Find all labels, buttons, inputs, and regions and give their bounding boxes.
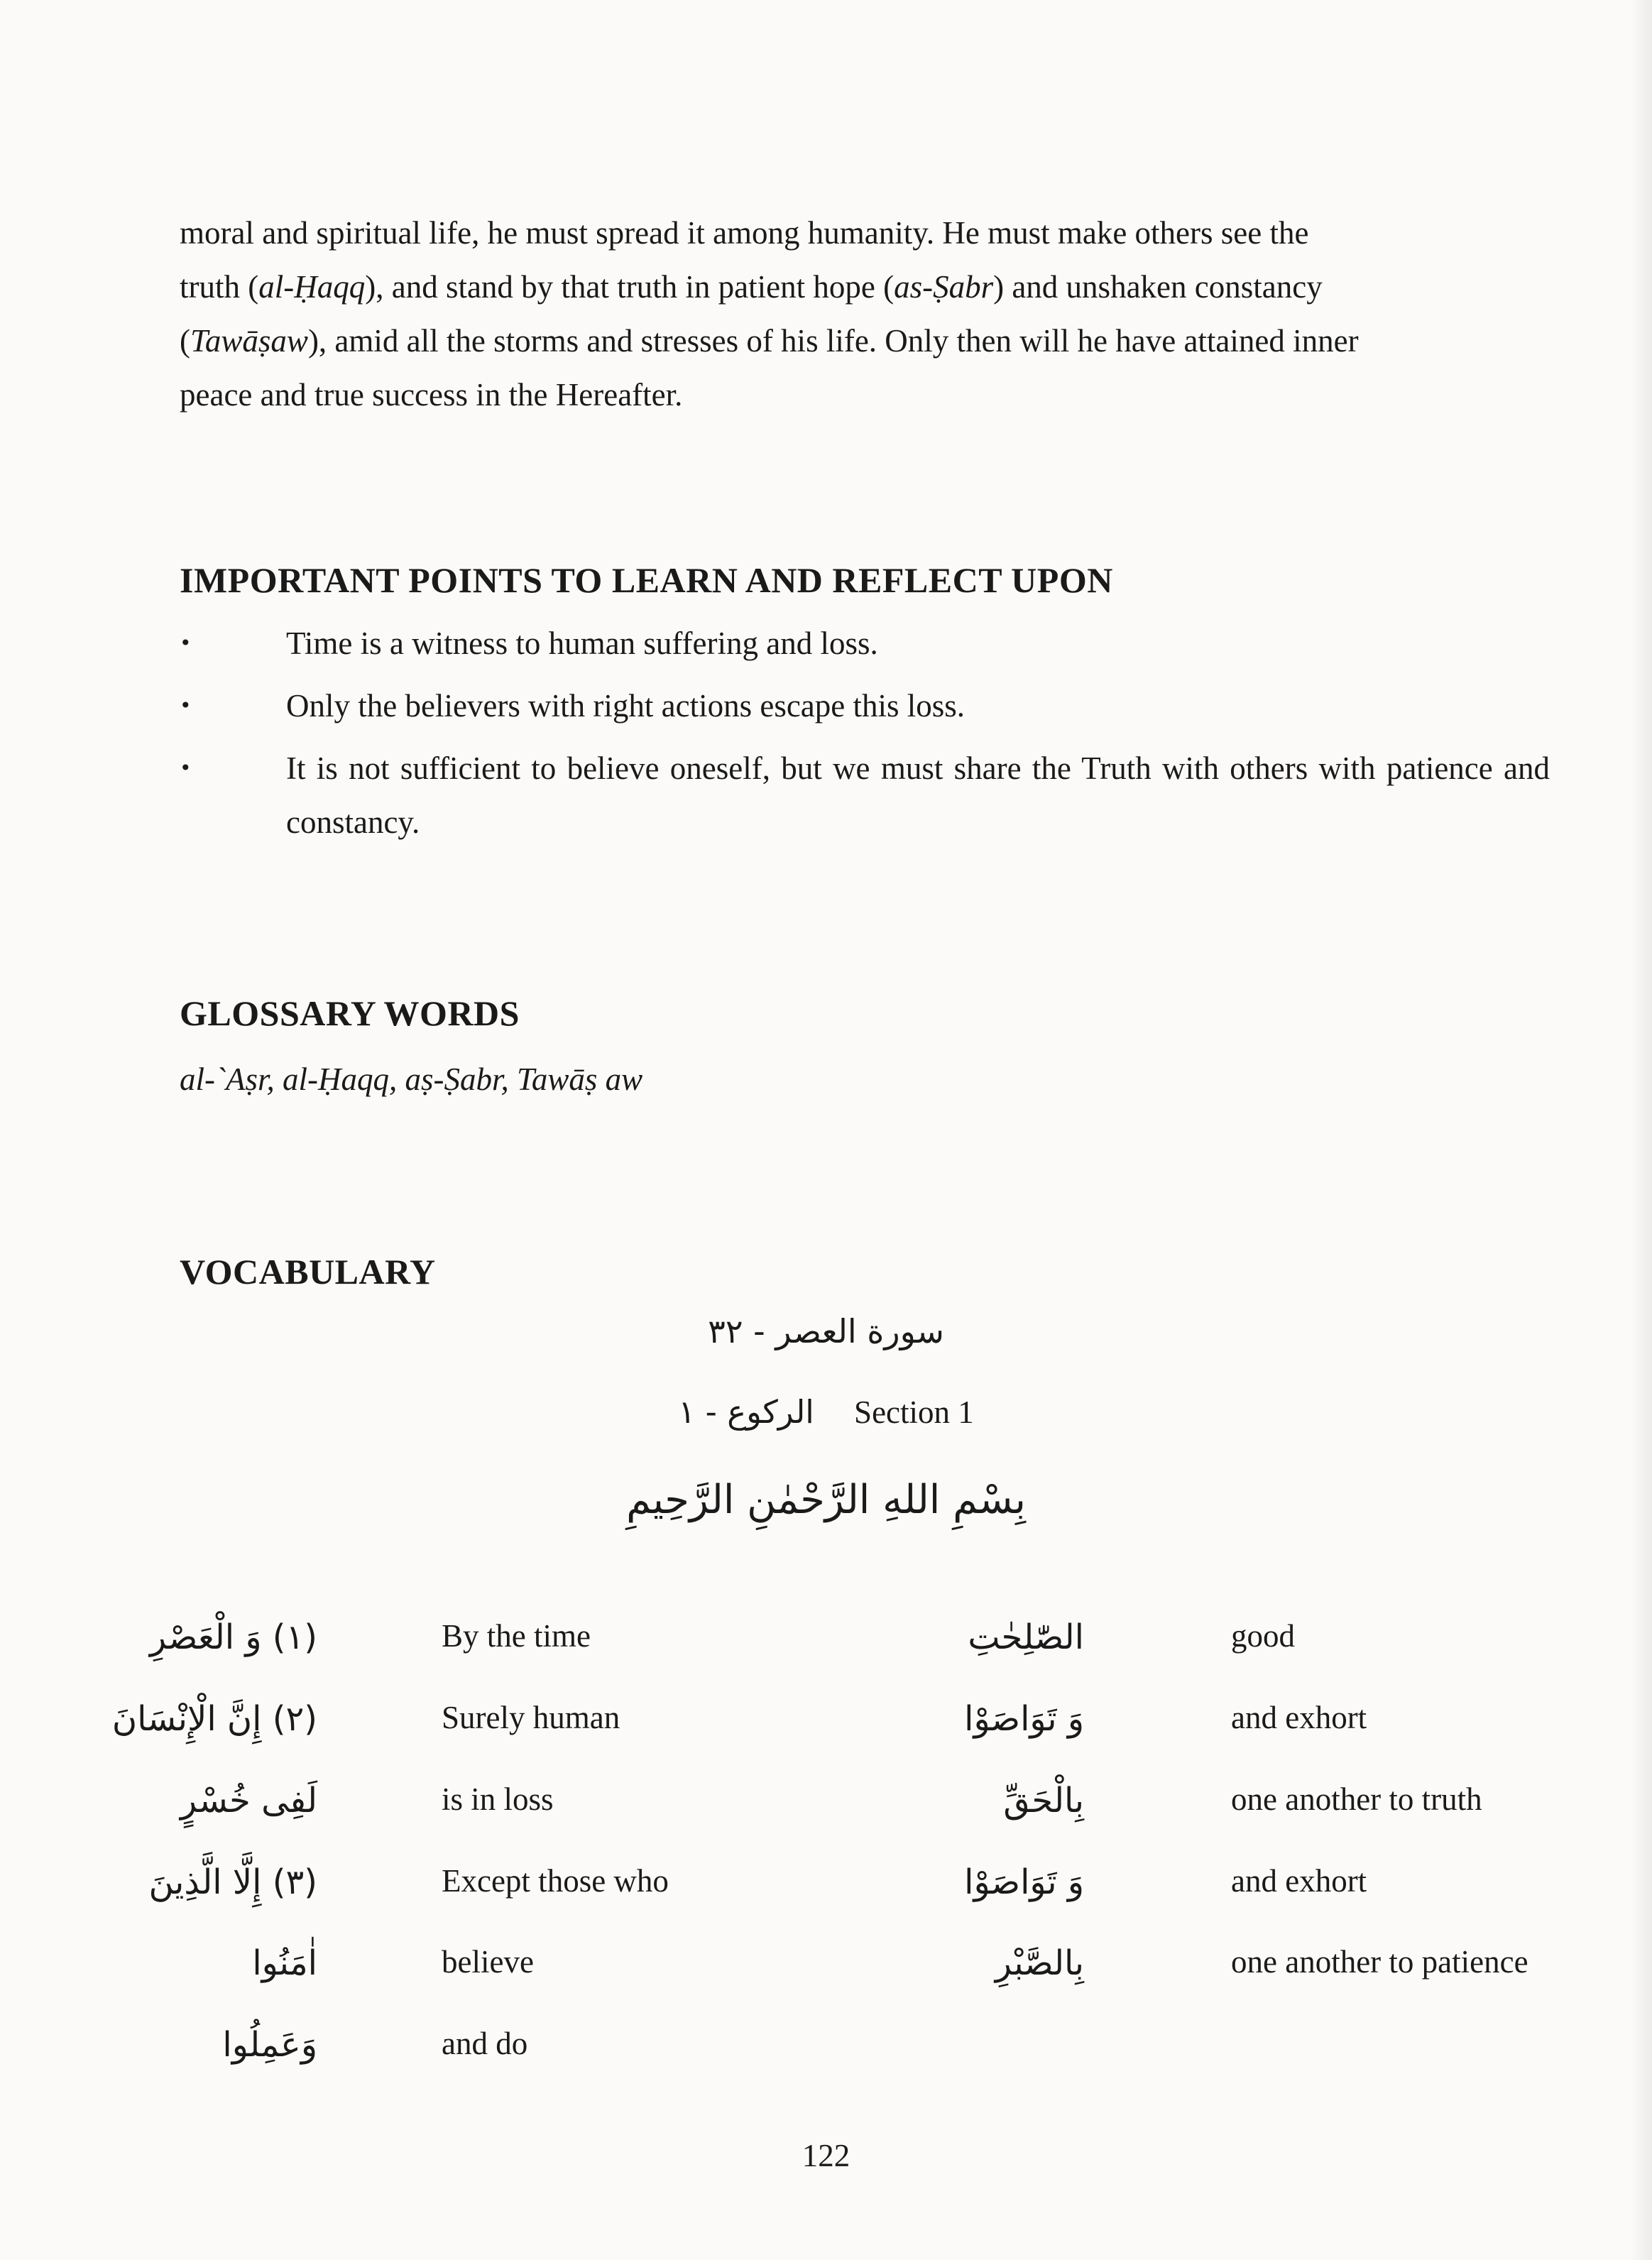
english-meaning: one another to truth — [1231, 1781, 1482, 1817]
table-row — [0, 1617, 1652, 1688]
important-points-list — [180, 616, 1550, 849]
bullet-icon: • — [180, 694, 192, 717]
arabic-word: لَفِى خُسْرٍ — [180, 1781, 317, 1820]
intro-line-4: peace and true success in the Hereafter. — [180, 377, 683, 413]
english-meaning: and exhort — [1231, 1700, 1367, 1735]
term-tawasaw: Tawāṣaw — [190, 323, 308, 359]
english-meaning: and exhort — [1231, 1863, 1367, 1899]
bismillah: بِسْمِ اللهِ الرَّحْمٰنِ الرَّحِيمِ — [626, 1477, 1026, 1523]
bullet-icon: • — [180, 631, 192, 655]
page-number: 122 — [802, 2138, 850, 2173]
term-as-sabr: as-Ṣabr — [894, 269, 994, 305]
glossary-heading: GLOSSARY WORDS — [180, 993, 520, 1033]
arabic-word: (٣) إِلَّا الَّذِينَ — [148, 1862, 317, 1902]
english-meaning: one another to patience — [1231, 1944, 1528, 1980]
section-arabic: الركوع - ١ — [678, 1393, 814, 1431]
english-meaning: good — [1231, 1618, 1295, 1654]
english-meaning: is in loss — [442, 1781, 554, 1817]
intro-line-1: moral and spiritual life, he must spread it among humanity. He must make others see the — [180, 215, 1309, 251]
glossary-terms: al-`Aṣr, al-Ḥaqq, aṣ-Ṣabr, Tawāṣ aw — [180, 1061, 643, 1097]
table-row — [0, 1943, 1652, 2014]
table-row — [0, 1862, 1652, 1933]
list-item: • It is not sufficient to believe oneself, but we must share the Truth with others with patience and constancy. — [180, 741, 1550, 849]
arabic-word: وَعَمِلُوا — [222, 2025, 317, 2065]
english-meaning: Surely human — [442, 1700, 620, 1735]
intro-line-2: truth (al-Ḥaqq), and stand by that truth in patient hope (as-Ṣabr) and unshaken constancy — [180, 269, 1323, 305]
section-english: Section 1 — [854, 1394, 974, 1430]
surah-title: سورة العصر - ٣٢ — [708, 1312, 944, 1350]
english-meaning: believe — [442, 1944, 534, 1980]
intro-line-3: (Tawāṣaw), amid all the storms and stresses of his life. Only then will he have attained inner — [180, 323, 1359, 359]
arabic-word: بِالصَّبْرِ — [995, 1943, 1084, 1983]
term-al-haqq: al-Ḥaqq — [258, 269, 366, 305]
arabic-word: (٢) إِنَّ الْإِنْسَانَ — [111, 1699, 317, 1739]
list-item: • Time is a witness to human suffering and loss. — [180, 616, 1550, 670]
table-row — [0, 1781, 1652, 1852]
bullet-icon: • — [180, 756, 192, 780]
english-meaning: Except those who — [442, 1863, 669, 1899]
english-meaning: and do — [442, 2026, 528, 2061]
arabic-word: وَ تَوَاصَوْا — [964, 1699, 1084, 1739]
table-row — [0, 2025, 1652, 2096]
arabic-word: وَ تَوَاصَوْا — [964, 1862, 1084, 1902]
table-row — [0, 1699, 1652, 1770]
intro-paragraph — [180, 206, 1550, 422]
important-points-heading: IMPORTANT POINTS TO LEARN AND REFLECT UPON — [180, 560, 1113, 600]
arabic-word: الصّٰلِحٰتِ — [968, 1617, 1084, 1657]
list-item: • Only the believers with right actions escape this loss. — [180, 679, 1550, 733]
english-meaning: By the time — [442, 1618, 591, 1654]
arabic-word: بِالْحَقِّ — [1003, 1781, 1084, 1820]
arabic-word: اٰمَنُوا — [252, 1943, 317, 1983]
section-label — [0, 1393, 1652, 1431]
arabic-word: (١) وَ الْعَصْرِ — [149, 1617, 317, 1657]
vocabulary-heading: VOCABULARY — [180, 1252, 436, 1292]
